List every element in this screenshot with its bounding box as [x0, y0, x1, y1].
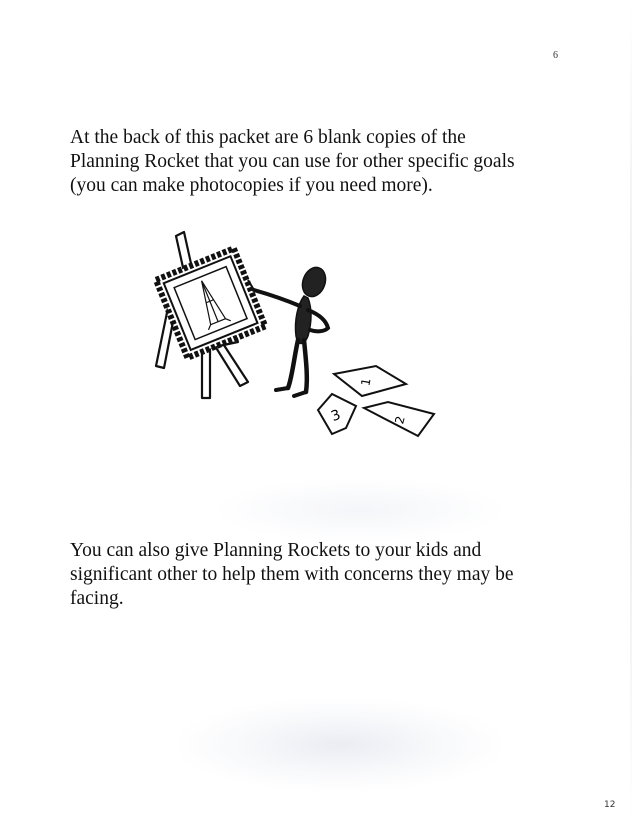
card-label: 1	[358, 377, 374, 387]
ground-card-2	[318, 394, 356, 434]
scan-shadow	[220, 480, 500, 540]
paragraph-line: Planning Rocket that you can use for other specific goals	[70, 151, 515, 172]
card-label: 2	[392, 414, 408, 426]
paragraph-line: You can also give Planning Rockets to your kids and	[70, 540, 482, 561]
card-label: 3	[329, 406, 343, 426]
framed-canvas	[156, 248, 265, 357]
paragraph-line: (you can make photocopies if you need more).	[70, 175, 433, 196]
paragraph-line: At the back of this packet are 6 blank copies of the	[70, 127, 466, 148]
painter-illustration	[148, 228, 448, 450]
page-number: 6	[553, 50, 558, 61]
page-edge	[630, 0, 632, 826]
paragraph-line: facing.	[70, 588, 124, 609]
handwritten-page-mark: 12	[604, 800, 616, 810]
ground-card-1	[334, 366, 406, 396]
ground-card-3	[364, 402, 434, 436]
scan-shadow	[180, 700, 500, 790]
closing-paragraph	[70, 539, 570, 611]
paragraph-line: significant other to help them with concerns they may be	[70, 564, 514, 585]
intro-paragraph	[70, 126, 570, 198]
